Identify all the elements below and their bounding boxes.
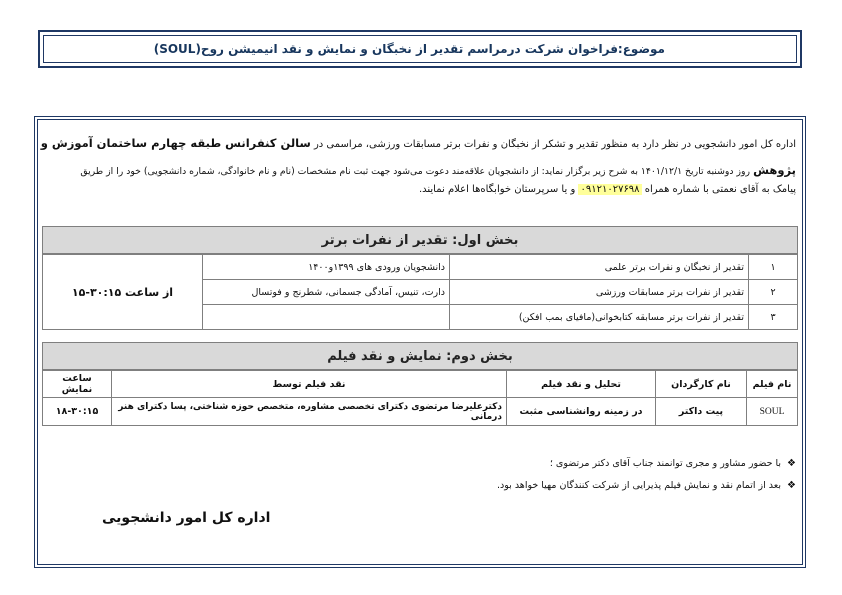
document-title: موضوع:فراخوان شرکت درمراسم تقدیر از نخبگان و نمایش و نقد انیمیشن روح(SOUL) bbox=[153, 42, 665, 56]
header-analysis: تحلیل و نقد فیلم bbox=[507, 371, 656, 398]
table-row bbox=[43, 255, 798, 280]
film-name: SOUL bbox=[747, 398, 798, 426]
section2-table bbox=[42, 370, 798, 426]
intro-line-3-text: پیامک به آقای نعمتی با شماره همراه bbox=[644, 184, 796, 195]
row-title: تقدیر از نفرات برتر مسابقات ورزشی bbox=[450, 280, 749, 305]
note-text: با حضور مشاور و مجری توانمند جناب آقای دکتر مرتضوی ؛ bbox=[549, 458, 782, 469]
section1-table bbox=[42, 254, 798, 330]
signature: اداره کل امور دانشجویی bbox=[102, 510, 271, 526]
intro-line-1 bbox=[40, 136, 796, 152]
section1-title: بخش اول: تقدیر از نفرات برتر bbox=[321, 233, 519, 248]
section1-time: از ساعت ۳۰:۱۵-۱۵ bbox=[43, 255, 203, 330]
intro-venue-cont: پژوهش bbox=[753, 163, 796, 177]
intro-line-2-text: روز دوشنبه تاریخ ۱۴۰۱/۱۲/۱ به شرح زیر برگزار نماید: از دانشجویان علاقه‌مند دعوت می‌شود جهت ثبت نام مشخصات (نام و نام خانوادگی، شماره دانشجویی) خود را از طریق bbox=[80, 166, 750, 177]
title-box bbox=[38, 30, 802, 68]
row-detail: دانشجویان ورودی های ۱۳۹۹و۱۴۰۰ bbox=[203, 255, 450, 280]
header-director: نام کارگردان bbox=[656, 371, 747, 398]
section2-title: بخش دوم: نمایش و نقد فیلم bbox=[327, 349, 513, 364]
intro-venue: سالن کنفرانس طبقه چهارم ساختمان آموزش و bbox=[40, 136, 311, 150]
row-number: ۳ bbox=[749, 305, 798, 330]
screening-time: ۱۸-۳۰:۱۵ bbox=[43, 398, 112, 426]
section1-heading bbox=[42, 226, 798, 254]
intro-line-2 bbox=[44, 163, 796, 179]
row-title: تقدیر از نخبگان و نفرات برتر علمی bbox=[450, 255, 749, 280]
intro-line-3 bbox=[44, 183, 796, 197]
list-item bbox=[497, 480, 796, 502]
row-title: تقدیر از نفرات برتر مسابقه کتابخوانی(مافیای بمب افکن) bbox=[450, 305, 749, 330]
header-film: نام فیلم bbox=[747, 371, 798, 398]
row-detail bbox=[203, 305, 450, 330]
intro-line-3-suffix: و یا سرپرستان خوابگاه‌ها اعلام نمایند. bbox=[418, 184, 576, 195]
table-header-row bbox=[43, 371, 798, 398]
header-time: ساعت نمایش bbox=[43, 371, 112, 398]
row-number: ۲ bbox=[749, 280, 798, 305]
note-text: بعد از اتمام نقد و نمایش فیلم پذیرایی از شرکت کنندگان مهیا خواهد بود. bbox=[497, 480, 782, 491]
diamond-bullet-icon: ❖ bbox=[787, 458, 796, 469]
section2-heading bbox=[42, 342, 798, 370]
list-item bbox=[497, 458, 796, 480]
notes-list bbox=[497, 458, 796, 502]
table-row bbox=[43, 398, 798, 426]
header-critique: نقد فیلم توسط bbox=[112, 371, 507, 398]
intro-line-1-text: اداره کل امور دانشجویی در نظر دارد به منظور تقدیر و تشکر از نخبگان و نفرات برتر مسابقات ورزشی، مراسمی در bbox=[313, 139, 796, 150]
critic-info: دکترعلیرضا مرتضوی دکترای تخصصی مشاوره، متخصص حوزه شناختی، پسا دکترای هنر درمانی bbox=[112, 398, 507, 426]
row-number: ۱ bbox=[749, 255, 798, 280]
analysis-topic: در زمینه روانشناسی مثبت bbox=[507, 398, 656, 426]
director-name: پیت داکتر bbox=[656, 398, 747, 426]
phone-number: ۰۹۱۲۱۰۲۷۶۹۸ bbox=[580, 184, 640, 195]
diamond-bullet-icon: ❖ bbox=[787, 480, 796, 491]
row-detail: دارت، تنیس، آمادگی جسمانی، شطرنج و فوتسال bbox=[203, 280, 450, 305]
